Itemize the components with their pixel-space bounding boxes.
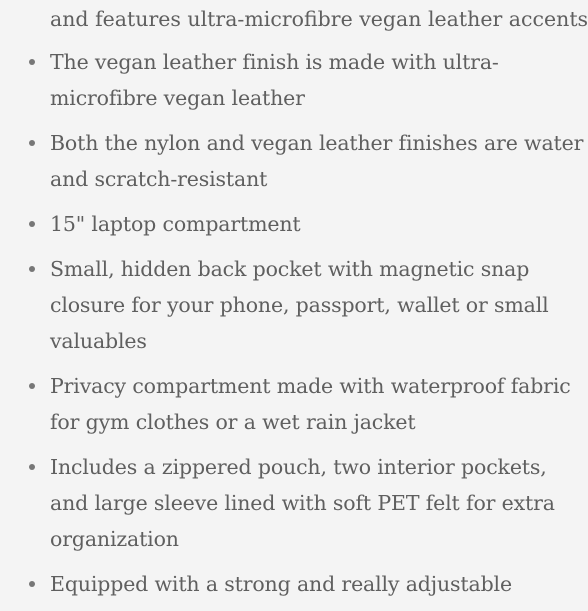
bullet-dot-icon bbox=[29, 581, 35, 587]
bullet-dot-icon bbox=[29, 464, 35, 470]
bullet-dot-icon bbox=[29, 140, 35, 146]
list-item bbox=[0, 206, 580, 242]
list-item-text: microfibre vegan leather bbox=[50, 86, 305, 110]
list-item-text: and large sleeve lined with soft PET felt for extra bbox=[50, 491, 555, 515]
list-item-text: for gym clothes or a wet rain jacket bbox=[50, 410, 416, 434]
list-item-text: Equipped with a strong and really adjustable bbox=[50, 572, 512, 596]
list-item-text: Privacy compartment made with waterproof fabric bbox=[50, 374, 571, 398]
list-item bbox=[0, 251, 580, 359]
list-item-text: 15" laptop compartment bbox=[50, 212, 301, 236]
list-item bbox=[0, 368, 580, 440]
bullet-dot-icon bbox=[29, 383, 35, 389]
bullet-dot-icon bbox=[29, 221, 35, 227]
list-item-text: closure for your phone, passport, wallet or small bbox=[50, 293, 549, 317]
bullet-dot-icon bbox=[29, 266, 35, 272]
list-item bbox=[0, 449, 580, 557]
list-item-text: The vegan leather finish is made with ultra- bbox=[50, 50, 499, 74]
feature-continuation-text: and features ultra-microfibre vegan leather accents bbox=[50, 7, 588, 31]
list-item-text: organization bbox=[50, 527, 179, 551]
list-item-text: Small, hidden back pocket with magnetic snap bbox=[50, 257, 530, 281]
list-item-text: Both the nylon and vegan leather finishes are water bbox=[50, 131, 584, 155]
list-item-text: Includes a zippered pouch, two interior pockets, bbox=[50, 455, 547, 479]
list-item-text: and scratch-resistant bbox=[50, 167, 268, 191]
feature-list bbox=[0, 44, 584, 611]
list-item bbox=[0, 125, 584, 197]
list-item bbox=[0, 44, 580, 116]
bullet-dot-icon bbox=[29, 59, 35, 65]
list-item-text: valuables bbox=[50, 329, 147, 353]
list-item bbox=[0, 566, 580, 602]
